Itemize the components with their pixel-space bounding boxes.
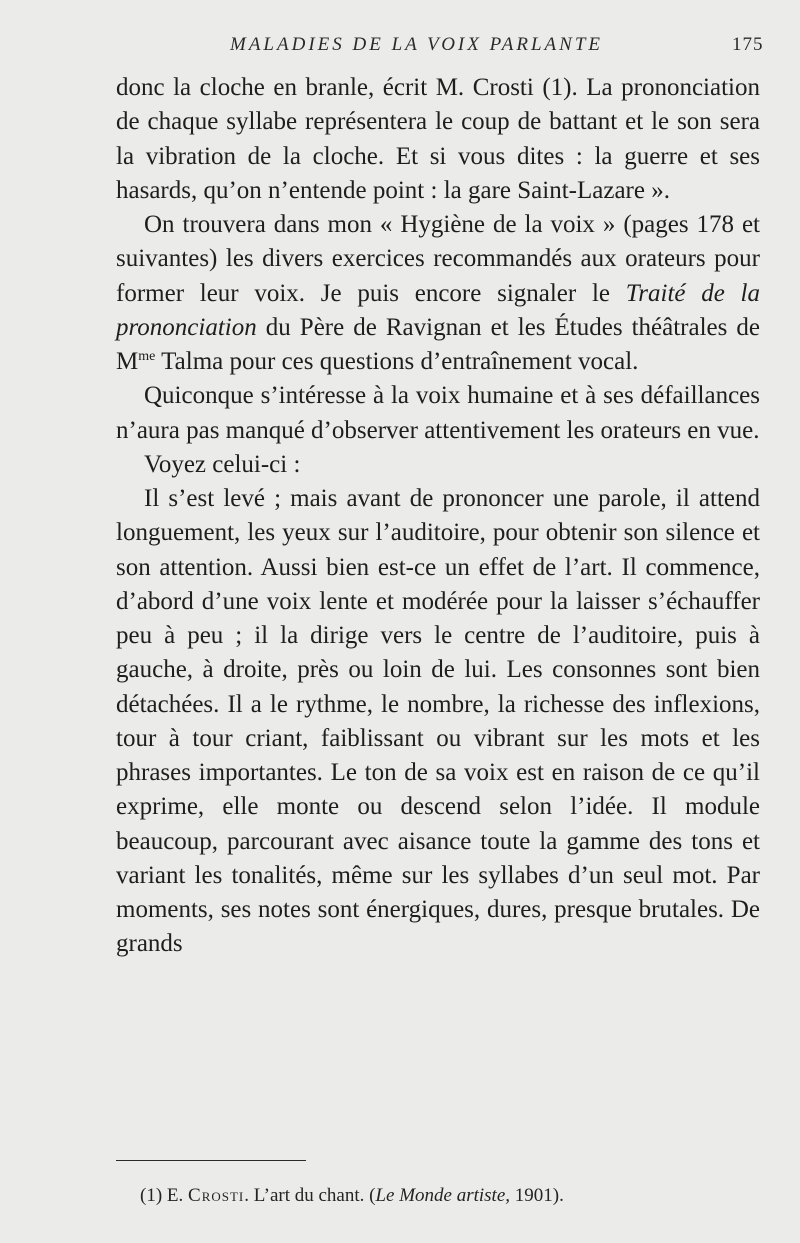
paragraph-2-part-b: du Père de Ravignan et les Études théâtrales de M	[116, 313, 760, 375]
page-number: 175	[732, 34, 764, 55]
superscript-me: me	[138, 349, 156, 364]
footnote-author: Crosti	[188, 1185, 245, 1206]
footnote-rule	[116, 1160, 306, 1161]
paragraph-1: donc la cloche en branle, écrit M. Crosti (1). La prononciation de chaque syllabe représentera le coup de battant et le son sera la vibration de la cloche. Et si vous dites : la guerre et ses hasards, qu’on n’entende point : la gare Saint-Lazare ».	[116, 74, 760, 204]
footnote-source: Le Monde artiste,	[375, 1185, 511, 1206]
paragraph-2	[116, 208, 760, 379]
footnote-year: 1901).	[510, 1185, 564, 1206]
footnote-text: . L’art du chant. (	[244, 1185, 376, 1206]
paragraph-5: Il s’est levé ; mais avant de prononcer une parole, il attend longuement, les yeux sur l’auditoire, pour obtenir son silence et son attention. Aussi bien est-ce un effet de l’art. Il commence, d’abord d’une voix lente et modérée pour la laisser s’échauffer peu à peu ; il la dirige vers le centre de l’auditoire, puis à gauche, à droite, près ou loin de lui. Les consonnes sont bien détachées. Il a le rythme, le nombre, la richesse des inflexions, tour à tour criant, faiblissant ou vibrant sur les mots et les phrases importantes. Le ton de sa voix est en raison de ce qu’il exprime, elle monte ou descend selon l’idée. Il module beaucoup, parcourant avec aisance toute la gamme des tons et variant les tonalités, même sur les syllabes d’un seul mot. Par moments, ses notes sont énergiques, dures, presque brutales. De grands	[116, 485, 760, 958]
running-head: MALADIES DE LA VOIX PARLANTE	[230, 34, 603, 55]
paragraph-2-part-a: On trouvera dans mon « Hygiène de la voix » (pages 178 et suivantes) les divers exercices recommandés aux orateurs pour former leur voix. Je puis encore signaler le	[116, 211, 760, 307]
paragraph-4: Voyez celui-ci :	[144, 450, 301, 478]
footnote-marker: (1) E.	[140, 1185, 184, 1206]
body-text	[116, 71, 760, 962]
footnote	[140, 1184, 760, 1208]
book-title-traite: Traité de la prononciation	[116, 279, 760, 341]
paragraph-3: Quiconque s’intéresse à la voix humaine et à ses défaillances n’aura pas manqué d’observer attentivement les orateurs en vue.	[116, 382, 760, 444]
paragraph-2-part-c: Talma pour ces questions d’entraînement vocal.	[155, 348, 639, 375]
